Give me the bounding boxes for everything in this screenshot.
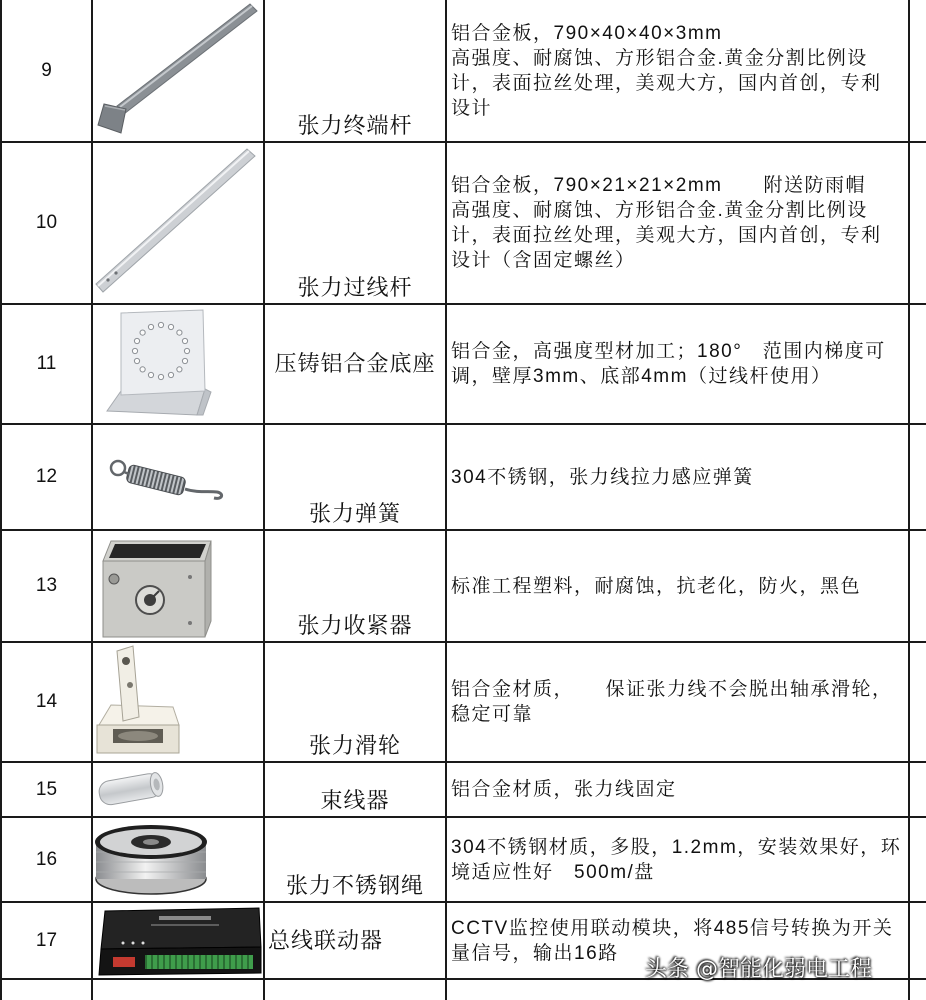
table-edge-cell <box>910 425 926 531</box>
description-line: 304不锈钢材质，多股，1.2mm，安装效果好，环 <box>451 836 902 858</box>
cable-clamp-tube <box>97 772 164 807</box>
bus-linkage-controller-image <box>93 903 263 978</box>
watermark: 头条 @智能化弱电工程 <box>645 957 872 982</box>
description-line: 高强度、耐腐蚀、方形铝合金.黄金分割比例设 <box>451 200 868 221</box>
terminal-blocks <box>145 955 253 969</box>
item-number: 11 <box>0 305 93 425</box>
product-name <box>265 143 447 305</box>
product-name <box>265 818 447 903</box>
controller-top <box>101 908 261 949</box>
spring-coil <box>126 464 187 495</box>
table-edge-cell <box>910 0 926 143</box>
description-line: 计，表面拉丝处理，美观大方，国内首创，专利 <box>451 225 882 246</box>
table-edge-cell <box>910 980 926 1000</box>
product-description <box>447 305 910 425</box>
tension-spring-image <box>93 425 263 529</box>
item-number: 13 <box>0 531 93 643</box>
product-name <box>265 305 447 425</box>
item-number: 14 <box>0 643 93 763</box>
description-line: 304不锈钢，张力线拉力感应弹簧 <box>451 466 754 488</box>
product-description <box>447 980 910 1000</box>
product-image-cell <box>93 643 265 763</box>
table-edge-cell <box>910 305 926 425</box>
product-image-cell <box>93 818 265 903</box>
pulley-housing-front <box>97 725 179 753</box>
product-name <box>265 0 447 143</box>
description-line: 量信号，输出16路 <box>451 942 619 964</box>
description-line: 设计（含固定螺丝） <box>451 250 636 271</box>
product-description <box>447 0 910 143</box>
description-line: 稳定可靠 <box>451 704 534 725</box>
product-image-cell <box>93 763 265 818</box>
product-name <box>265 643 447 763</box>
side-knob <box>109 574 119 584</box>
description-line: 铝合金材质，张力线固定 <box>451 779 677 800</box>
product-name <box>265 425 447 531</box>
description-line: 铝合金板，790×40×40×3mm <box>451 22 723 44</box>
description-line: 高强度、耐腐蚀、方形铝合金.黄金分割比例设 <box>451 47 868 69</box>
table-edge-cell <box>910 143 926 305</box>
spool-top-flange <box>95 825 207 859</box>
description-line: CCTV监控使用联动模块，将485信号转换为开关 <box>451 917 894 939</box>
table-edge-cell <box>910 643 926 763</box>
item-number: 15 <box>0 763 93 818</box>
product-name-text: 张力弹簧 <box>308 501 401 526</box>
table-edge-cell <box>910 763 926 818</box>
description-line: 标准工程塑料，耐腐蚀，抗老化，防火，黑色 <box>451 575 862 597</box>
product-description <box>447 763 910 818</box>
product-name-text: 压铸铝合金底座 <box>274 351 436 376</box>
product-description <box>447 143 910 305</box>
product-image-cell <box>93 980 265 1000</box>
product-name-text: 张力过线杆 <box>297 275 413 300</box>
tension-crossing-rod-image <box>93 143 263 303</box>
product-name-text: 张力终端杆 <box>297 113 413 138</box>
description-line: 境适应性好 500m/盘 <box>451 861 655 883</box>
item-number: 17 <box>0 903 93 980</box>
description-line: 计，表面拉丝处理，美观大方，国内首创，专利 <box>451 72 882 94</box>
product-image-cell <box>93 305 265 425</box>
item-number: 9 <box>0 0 93 143</box>
product-description <box>447 425 910 531</box>
product-name <box>265 980 447 1000</box>
tension-terminal-rod-image <box>93 0 263 141</box>
product-name-text: 张力滑轮 <box>308 733 401 758</box>
cable-clamp-image <box>93 763 263 816</box>
end-plate <box>98 104 126 133</box>
product-description <box>447 643 910 763</box>
item-number: 12 <box>0 425 93 531</box>
item-number <box>0 980 93 1000</box>
product-image-cell <box>93 531 265 643</box>
item-number: 16 <box>0 818 93 903</box>
item-number: 10 <box>0 143 93 305</box>
description-line: 铝合金板，790×21×21×2mm 附送防雨帽 <box>451 175 866 196</box>
table-edge-cell <box>910 531 926 643</box>
description-line: 设计 <box>451 97 493 119</box>
product-image-cell <box>93 903 265 980</box>
product-name-text: 总线联动器 <box>268 927 384 953</box>
product-image-cell <box>93 143 265 305</box>
rod <box>96 149 255 292</box>
product-description <box>447 531 910 643</box>
description-line: 调，壁厚3mm、底部4mm（过线杆使用） <box>451 366 832 387</box>
description-line: 铝合金，高强度型材加工；180° 范围内梯度可 <box>451 341 886 362</box>
tension-dial <box>136 586 164 614</box>
product-name <box>265 903 447 980</box>
product-description <box>447 818 910 903</box>
stainless-steel-rope-spool-image <box>93 818 263 901</box>
table-edge-cell <box>910 818 926 903</box>
product-name-text: 张力收紧器 <box>297 613 413 638</box>
tension-tightener-image <box>93 531 263 641</box>
product-name-text: 张力不锈钢绳 <box>285 873 424 898</box>
product-image-cell <box>93 425 265 531</box>
rod <box>117 4 257 114</box>
box-top-opening <box>103 541 211 561</box>
die-cast-base-image <box>93 305 263 423</box>
red-connector <box>113 957 135 967</box>
product-name <box>265 763 447 818</box>
product-name <box>265 531 447 643</box>
description-line: 铝合金材质， 保证张力线不会脱出轴承滑轮， <box>451 679 893 700</box>
spring-hook-right <box>185 489 222 498</box>
table-edge-cell <box>910 903 926 980</box>
spring-hook-left <box>111 461 129 475</box>
tension-pulley-image <box>93 643 263 761</box>
product-name-text: 束线器 <box>320 788 390 813</box>
product-image-cell <box>93 0 265 143</box>
